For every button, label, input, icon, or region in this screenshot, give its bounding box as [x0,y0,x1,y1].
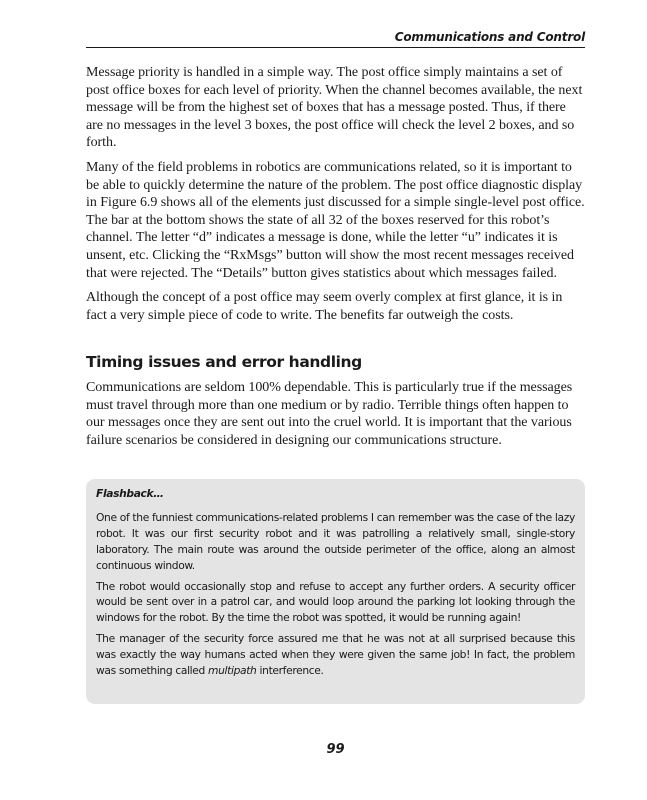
paragraph-field-problems: Many of the field problems in robotics are communications related, so it is important to be able to quickly determine the nature of the problem. The post office diagnostic display in Figure 6.9 shows all of the elements just discussed for a simple single-level post office. The bar at the bottom shows the state of all 32 of the boxes reserved for this robot’s channel. The letter “d” indicates a message is done, while the letter “u” indicates it is unsent, etc. Clicking the “RxMsgs” button will show the most recent messages received that were rejected. The “Details” button gives statistics about which messages failed. [86,159,585,281]
paragraph-post-office-concept: Although the concept of a post office may seem overly complex at first glance, it is in fact a very simple piece of code to write. The benefits far outweigh the costs. [86,290,563,323]
header-rule [86,47,585,48]
section-intro [86,64,585,331]
flashback-emphasis-multipath: multipath [208,664,257,678]
page-number: 99 [326,742,345,757]
section-heading-timing: Timing issues and error handling [86,353,362,371]
flashback-title: Flashback… [96,487,164,500]
running-header: Communications and Control [394,30,585,44]
flashback-text-after: interference. [256,664,324,678]
paragraph-communications-dependability: Communications are seldom 100% dependable. This is particularly true if the messages must travel through more than one medium or by radio. Terrible things often happen to our messages once they are sent out into the cruel world. It is important that the various failure scenarios be considered in designing our communications structure. [86,380,573,448]
flashback-text-before: The manager of the security force assured me that he was not at all surprised because this was exactly the way humans acted when they were given the same job! In fact, the problem was something called [96,632,575,678]
section-timing [86,379,585,456]
paragraph-message-priority: Message priority is handled in a simple way. The post office simply maintains a set of post office boxes for each level of priority. When the channel becomes available, the next message will be from the highest set of boxes that has a message posted. Thus, if there are no messages in the level 3 boxes, the post office will check the level 2 boxes, and so forth. [86,65,583,151]
flashback-paragraph-lazy-robot: One of the funniest communications-related problems I can remember was the case of the lazy robot. It was our first security robot and it was patrolling a relatively small, single-story laboratory. The main route was around the outside perimeter of the office, along an almost continuous window. [96,510,575,572]
flashback-sidebar [86,479,585,704]
flashback-paragraph-robot-stops: The robot would occasionally stop and refuse to accept any further orders. A security officer would be sent over in a patrol car, and would loop around the parking lot looking through the windows for the robot. By the time the robot was spotted, it would be running again! [96,579,575,625]
flashback-paragraph-multipath [96,631,575,679]
